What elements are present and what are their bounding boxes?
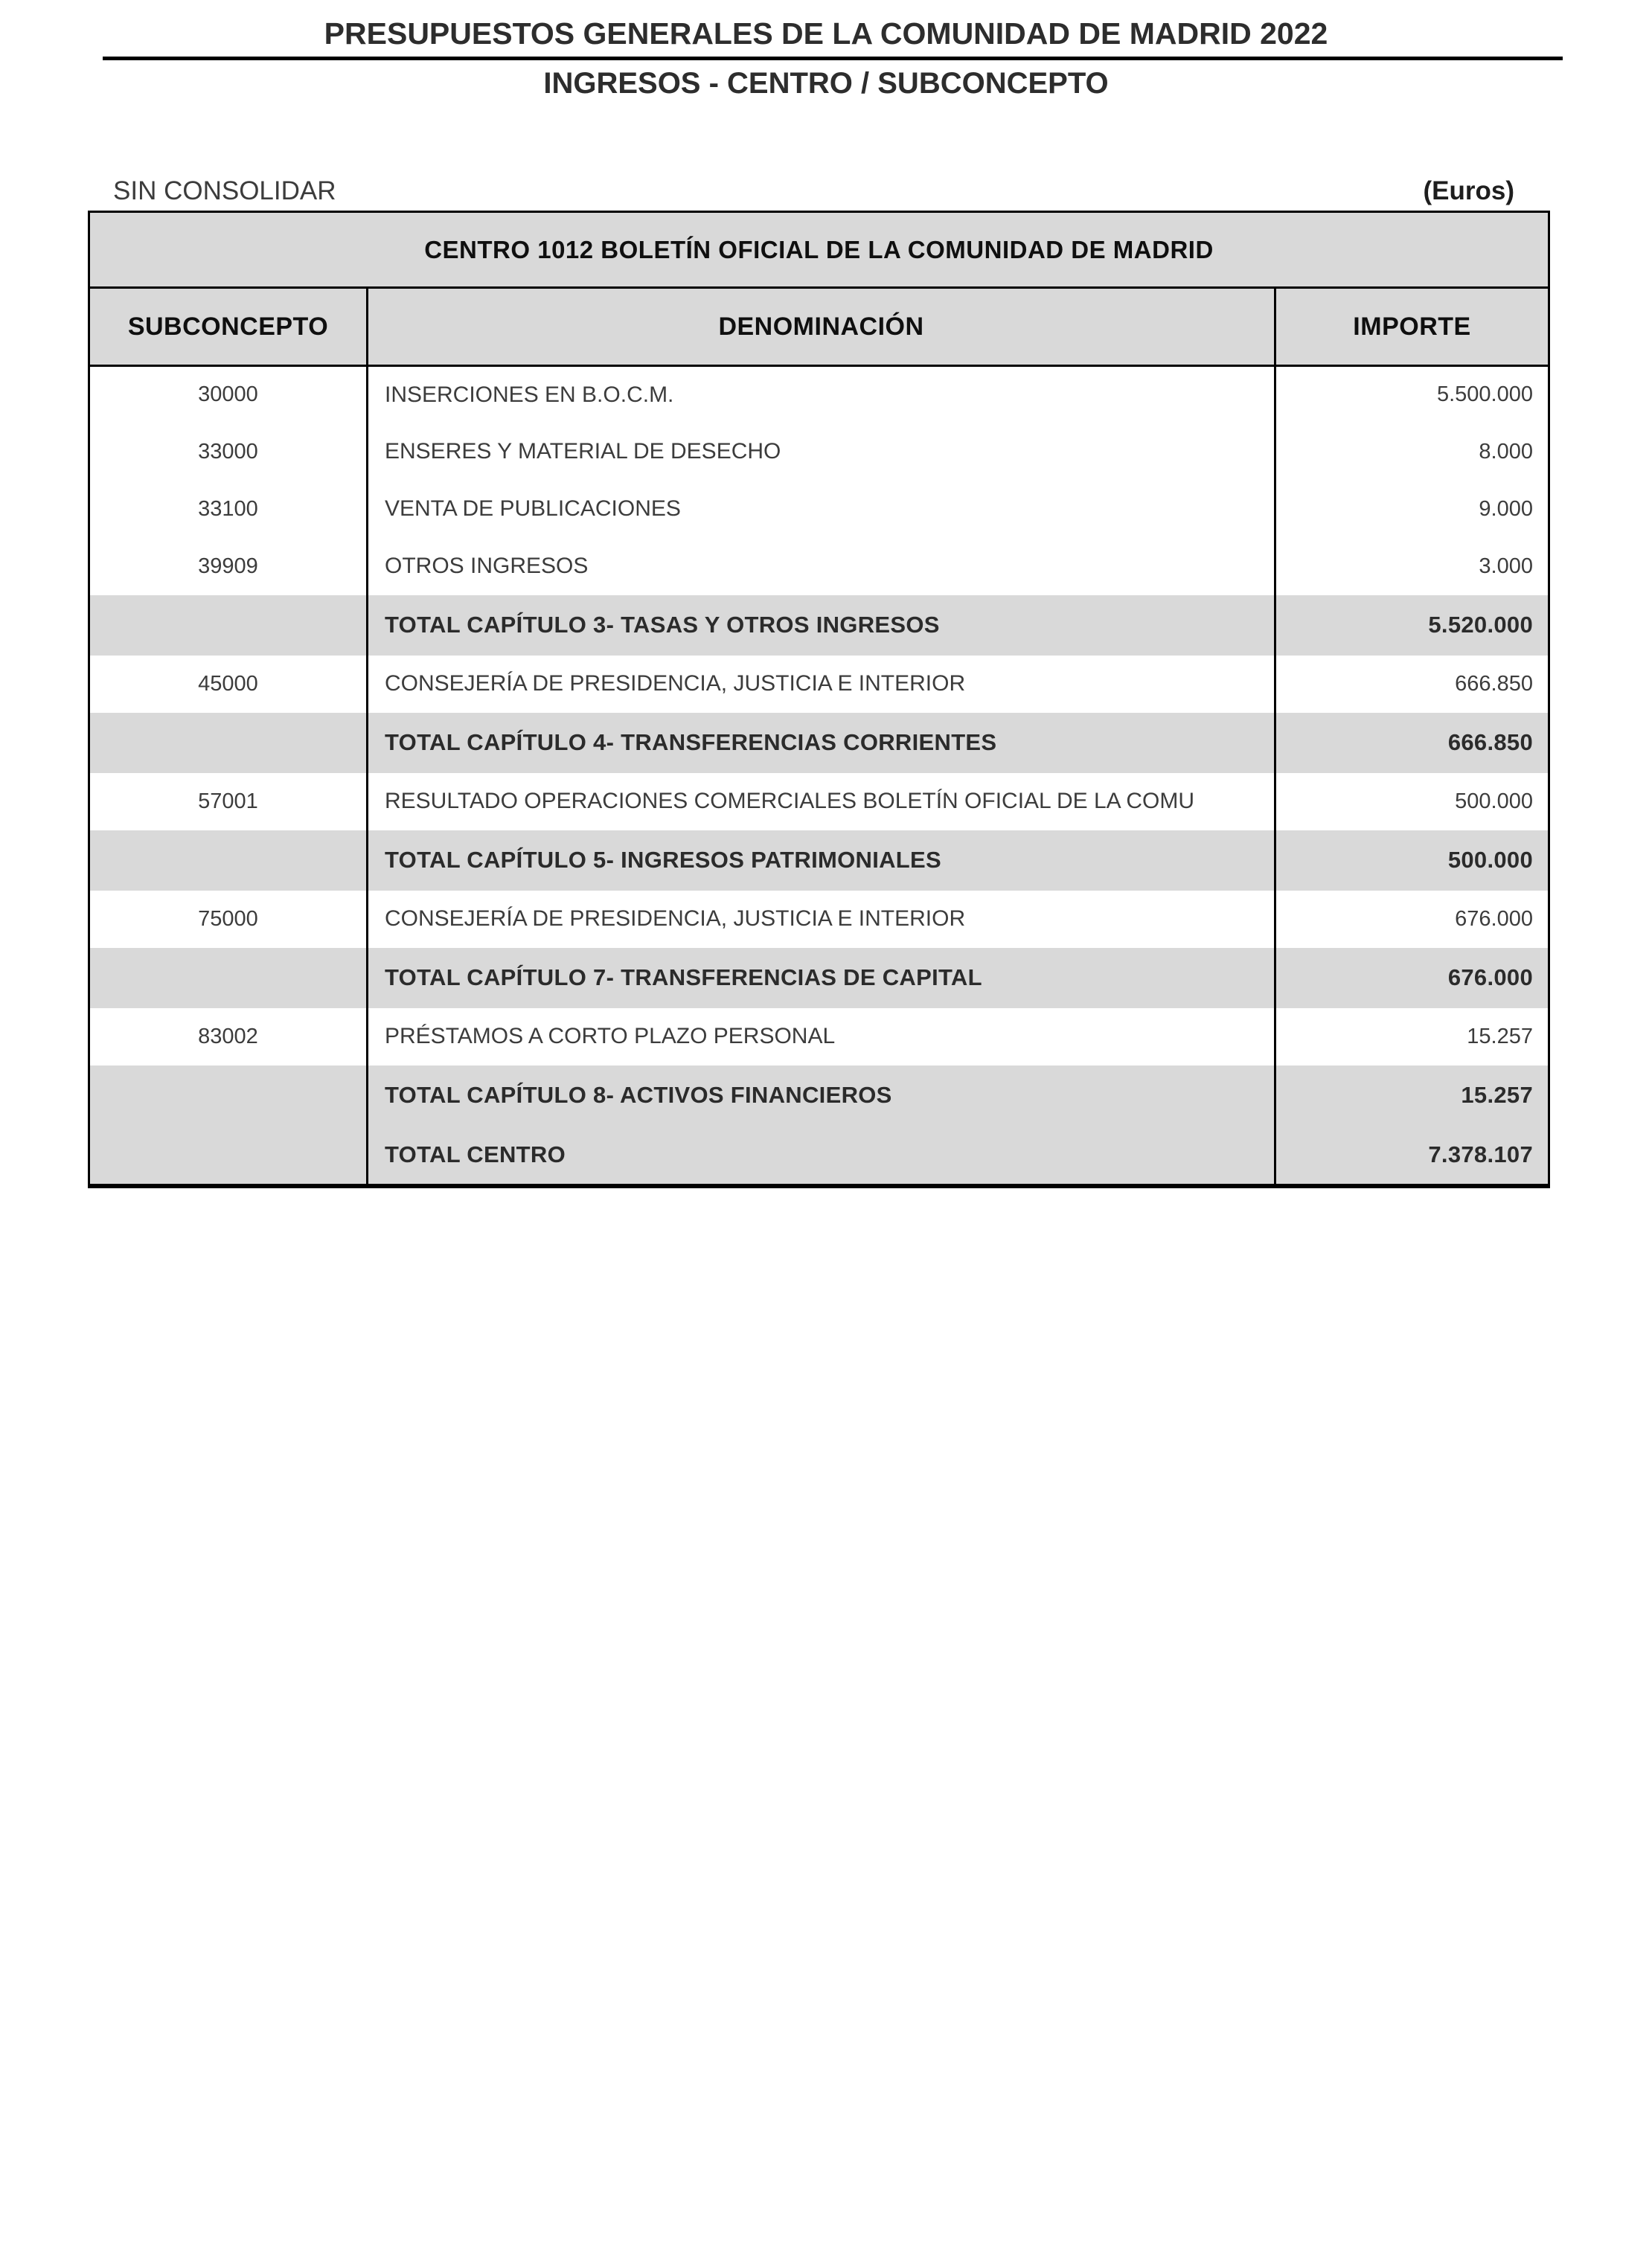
importe-cell: 500.000 — [1275, 773, 1549, 830]
table-row — [89, 481, 1549, 538]
subconcepto-cell: 83002 — [198, 1024, 258, 1048]
importe-cell: 5.500.000 — [1275, 366, 1549, 423]
budget-table — [88, 211, 1550, 1188]
table-row — [89, 366, 1549, 423]
importe-cell: 15.257 — [1275, 1065, 1549, 1126]
subconcepto-cell: 39909 — [198, 554, 258, 578]
importe-cell: 500.000 — [1275, 830, 1549, 891]
subconcepto-cell: 75000 — [198, 906, 258, 931]
denominacion-cell: CONSEJERÍA DE PRESIDENCIA, JUSTICIA E INTERIOR — [368, 891, 1275, 948]
currency-label: (Euros) — [1423, 176, 1514, 205]
denominacion-cell: TOTAL CAPÍTULO 8- ACTIVOS FINANCIEROS — [368, 1065, 1275, 1126]
consolidation-label: SIN CONSOLIDAR — [113, 176, 336, 205]
denominacion-cell: PRÉSTAMOS A CORTO PLAZO PERSONAL — [368, 1008, 1275, 1065]
denominacion-cell: OTROS INGRESOS — [368, 538, 1275, 595]
table-row — [89, 1008, 1549, 1065]
importe-cell: 8.000 — [1275, 423, 1549, 481]
column-header-row — [89, 288, 1549, 366]
col-header-importe: IMPORTE — [1275, 288, 1549, 366]
centro-header-row — [89, 212, 1549, 288]
subconcepto-cell — [89, 595, 368, 656]
subconcepto-cell: 57001 — [198, 789, 258, 813]
denominacion-cell: TOTAL CAPÍTULO 4- TRANSFERENCIAS CORRIENTES — [368, 713, 1275, 773]
importe-cell: 666.850 — [1275, 656, 1549, 713]
table-row — [89, 423, 1549, 481]
title-divider — [103, 57, 1563, 60]
table-row — [89, 773, 1549, 830]
table-row — [89, 891, 1549, 948]
budget-table-body — [89, 366, 1549, 1186]
importe-cell: 666.850 — [1275, 713, 1549, 773]
total-row — [89, 1126, 1549, 1186]
table-row — [89, 656, 1549, 713]
total-row — [89, 713, 1549, 773]
total-row — [89, 1065, 1549, 1126]
subconcepto-cell: 33000 — [198, 439, 258, 464]
table-row — [89, 538, 1549, 595]
col-header-denominacion: DENOMINACIÓN — [368, 288, 1275, 366]
subconcepto-cell: 30000 — [198, 382, 258, 407]
col-header-subconcepto: SUBCONCEPTO — [89, 288, 368, 366]
importe-cell: 3.000 — [1275, 538, 1549, 595]
denominacion-cell: ENSERES Y MATERIAL DE DESECHO — [368, 423, 1275, 481]
importe-cell: 7.378.107 — [1275, 1126, 1549, 1186]
importe-cell: 5.520.000 — [1275, 595, 1549, 656]
total-row — [89, 830, 1549, 891]
subconcepto-cell — [89, 830, 368, 891]
denominacion-cell: TOTAL CAPÍTULO 3- TASAS Y OTROS INGRESOS — [368, 595, 1275, 656]
page-subtitle: INGRESOS - CENTRO / SUBCONCEPTO — [543, 67, 1109, 100]
importe-cell: 9.000 — [1275, 481, 1549, 538]
centro-header: CENTRO 1012 BOLETÍN OFICIAL DE LA COMUNIDAD DE MADRID — [89, 212, 1549, 288]
total-row — [89, 948, 1549, 1008]
denominacion-cell: CONSEJERÍA DE PRESIDENCIA, JUSTICIA E INTERIOR — [368, 656, 1275, 713]
subconcepto-cell — [89, 948, 368, 1008]
denominacion-cell: TOTAL CENTRO — [368, 1126, 1275, 1186]
denominacion-cell: RESULTADO OPERACIONES COMERCIALES BOLETÍN OFICIAL DE LA COMU — [368, 773, 1275, 830]
subconcepto-cell — [89, 1065, 368, 1126]
denominacion-cell: TOTAL CAPÍTULO 5- INGRESOS PATRIMONIALES — [368, 830, 1275, 891]
denominacion-cell: VENTA DE PUBLICACIONES — [368, 481, 1275, 538]
total-row — [89, 595, 1549, 656]
importe-cell: 676.000 — [1275, 948, 1549, 1008]
subconcepto-cell: 33100 — [198, 496, 258, 521]
denominacion-cell: TOTAL CAPÍTULO 7- TRANSFERENCIAS DE CAPITAL — [368, 948, 1275, 1008]
importe-cell: 15.257 — [1275, 1008, 1549, 1065]
importe-cell: 676.000 — [1275, 891, 1549, 948]
subconcepto-cell — [89, 713, 368, 773]
page-title: PRESUPUESTOS GENERALES DE LA COMUNIDAD DE MADRID 2022 — [324, 16, 1328, 51]
denominacion-cell: INSERCIONES EN B.O.C.M. — [368, 366, 1275, 423]
subconcepto-cell — [89, 1126, 368, 1186]
subconcepto-cell: 45000 — [198, 671, 258, 696]
